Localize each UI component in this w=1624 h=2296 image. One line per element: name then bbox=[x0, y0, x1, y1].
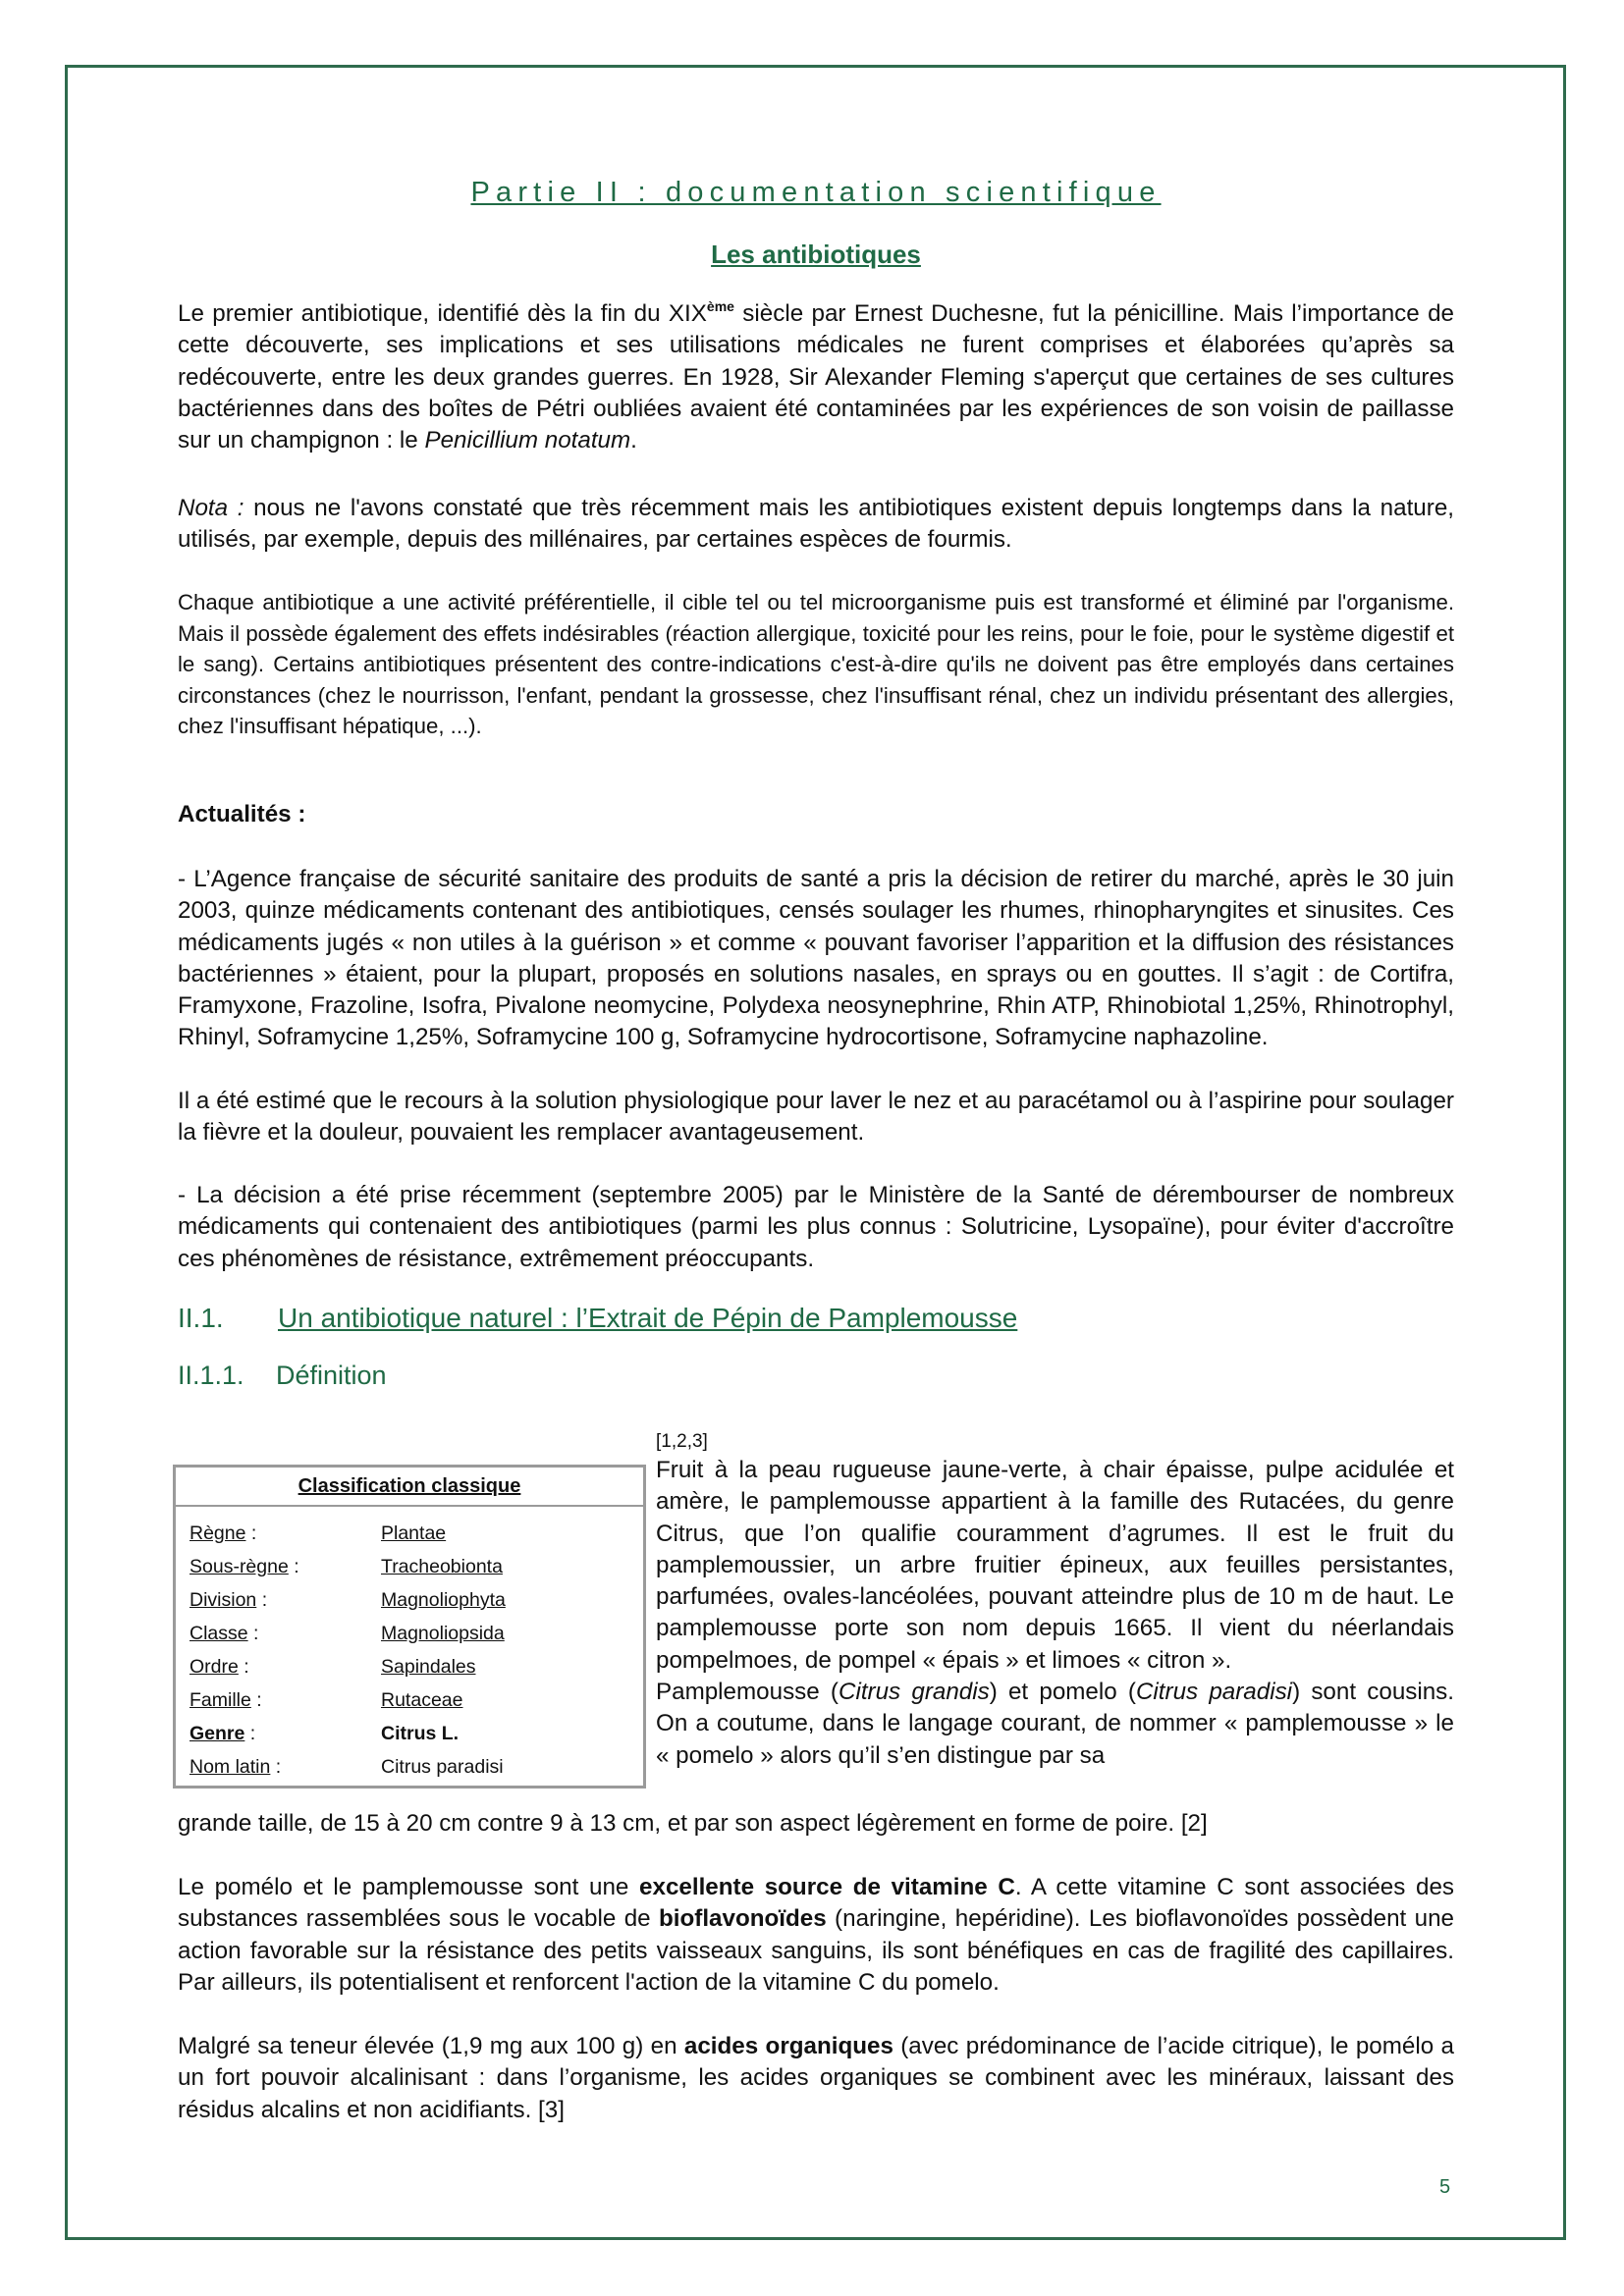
classification-row: Nom latin : Citrus paradisi bbox=[189, 1756, 504, 1778]
reference-marker: [1,2,3] bbox=[656, 1431, 708, 1452]
classification-row: Classe : Magnoliopsida bbox=[189, 1623, 505, 1644]
section-title: Les antibiotiques bbox=[711, 240, 921, 269]
actualites-heading: Actualités : bbox=[178, 801, 306, 828]
classification-row: Ordre : Sapindales bbox=[189, 1656, 476, 1678]
classification-row: Règne : Plantae bbox=[189, 1522, 447, 1544]
pomelo-paragraph: Pamplemousse (Citrus grandis) et pomelo (Citrus paradisi) sont cousins. On a coutume, dans le langage courant, de nommer « pamplemousse » le « pomelo » alors qu’il s’en distingue par sa bbox=[656, 1679, 1454, 1769]
actualites-paragraph-3: - La décision a été prise récemment (septembre 2005) par le Ministère de la Santé de dérembourser de nombreux médicaments qui contenaient des antibiotiques (parmi les plus connus : Solutricine, Lysopaïne), pour éviter d'accroître ces phénomènes de résistance, extrêmement préoccupants. bbox=[178, 1182, 1454, 1272]
definition-column bbox=[656, 1431, 1454, 1772]
vitamine-paragraph: Le pomélo et le pamplemousse sont une excellente source de vitamine C. A cette vitamine C sont associées des substances rassemblées sous le vocable de bioflavonoïdes (naringine, hepéridine). Les bioflavonoïdes possèdent une action favorable sur la résistance des petits vaisseaux sanguins, ils sont bénéfiques en cas de fragilité des capillaires. Par ailleurs, ils potentialisent et renforcent l'action de la vitamine C du pomelo. bbox=[178, 1874, 1455, 1996]
nota-paragraph: Nota : nous ne l'avons constaté que très récemment mais les antibiotiques existent depuis longtemps dans la nature, utilisés, par exemple, depuis des millénaires, par certaines espèces de fourmis. bbox=[178, 495, 1454, 554]
classification-title: Classification classique bbox=[176, 1468, 643, 1507]
part-title: Partie II : documentation scientifique bbox=[470, 177, 1162, 208]
actualites-paragraph-1: - L’Agence française de sécurité sanitaire des produits de santé a pris la décision de retirer du marché, après le 30 juin 2003, quinze médicaments contenant des antibiotiques, censés soulager les rhumes, rhinopharyngites et sinusites. Ces médicaments jugés « non utiles à la guérison » et comme « pouvant favoriser l’apparition et la diffusion des résistances bactériennes » étaient, pour la plupart, proposés en solutions nasales, en sprays ou en gouttes. Il s’agit : de Cortifra, Framyxone, Frazoline, Isofra, Pivalone neomycine, Polydexa neosynephrine, Rhin ATP, Rhinobiotal 1,25%, Rhinotrophyl, Rhinyl, Soframycine 1,25%, Soframycine 100 g, Soframycine hydrocortisone, Soframycine naphazoline. bbox=[178, 866, 1454, 1051]
subsection-heading: II.1.1. Définition bbox=[178, 1361, 387, 1390]
classification-row: Division : Magnoliophyta bbox=[189, 1589, 506, 1611]
definition-paragraph: Fruit à la peau rugueuse jaune-verte, à chair épaisse, pulpe acidulée et amère, le pamplemousse appartient à la famille des Rutacées, du genre Citrus, que l’on qualifie couramment d’agrumes. Il est le fruit du pamplemoussier, un arbre fruitier épineux, aux feuilles persistantes, parfumées, ovales-lancéolées, pouvant atteindre plus de 10 m de haut. Le pamplemousse porte son nom depuis 1665. Il vient du néerlandais pompelmoes, de pompel « épais » et limoes « citron ». bbox=[656, 1457, 1454, 1674]
intro-paragraph: Le premier antibiotique, identifié dès la fin du XIXème siècle par Ernest Duchesne, fut la pénicilline. Mais l’importance de cette découverte, ses implications et ses utilisations médicales ne furent comprises et élaborées qu’après sa redécouverte, entre les deux grandes guerres. En 1928, Sir Alexander Fleming s'aperçut que certaines de ses cultures bactériennes dans des boîtes de Pétri oubliées avaient été contaminées par les expériences de son voisin de paillasse sur un champignon : le Penicillium notatum. bbox=[178, 298, 1454, 454]
classification-table bbox=[173, 1465, 646, 1789]
classification-row: Famille : Rutaceae bbox=[189, 1689, 463, 1711]
classification-row: Genre : Citrus L. bbox=[189, 1723, 460, 1744]
section-heading: II.1. Un antibiotique naturel : l’Extrait de Pépin de Pamplemousse bbox=[178, 1303, 1018, 1333]
page-number: 5 bbox=[1439, 2176, 1451, 2198]
actualites-paragraph-2: Il a été estimé que le recours à la solution physiologique pour laver le nez et au paracétamol ou à l’aspirine pour soulager la fièvre et la douleur, pouvaient les remplacer avantageusement. bbox=[178, 1088, 1454, 1147]
pomelo-paragraph-end: grande taille, de 15 à 20 cm contre 9 à 13 cm, et par son aspect légèrement en forme de poire. [2] bbox=[178, 1810, 1208, 1837]
classification-row: Sous-règne : Tracheobionta bbox=[189, 1556, 503, 1577]
effects-paragraph: Chaque antibiotique a une activité préférentielle, il cible tel ou tel microorganisme puis est transformé et éliminé par l'organisme. Mais il possède également des effets indésirables (réaction allergique, toxicité pour les reins, pour le foie, pour le système digestif et le sang). Certains antibiotiques présentent des contre-indications c'est-à-dire qu'ils ne doivent pas être employés dans certaines circonstances (chez le nourrisson, l'enfant, pendant la grossesse, chez l'insuffisant rénal, chez un individu présentant des allergies, chez l'insuffisant hépatique, ...). bbox=[178, 590, 1454, 738]
acides-paragraph: Malgré sa teneur élevée (1,9 mg aux 100 g) en acides organiques (avec prédominance de l’acide citrique), le pomélo a un fort pouvoir alcalinisant : dans l’organisme, les acides organiques se combinent avec les minéraux, laissant des résidus alcalins et non acidifiants. [3] bbox=[178, 2033, 1454, 2123]
